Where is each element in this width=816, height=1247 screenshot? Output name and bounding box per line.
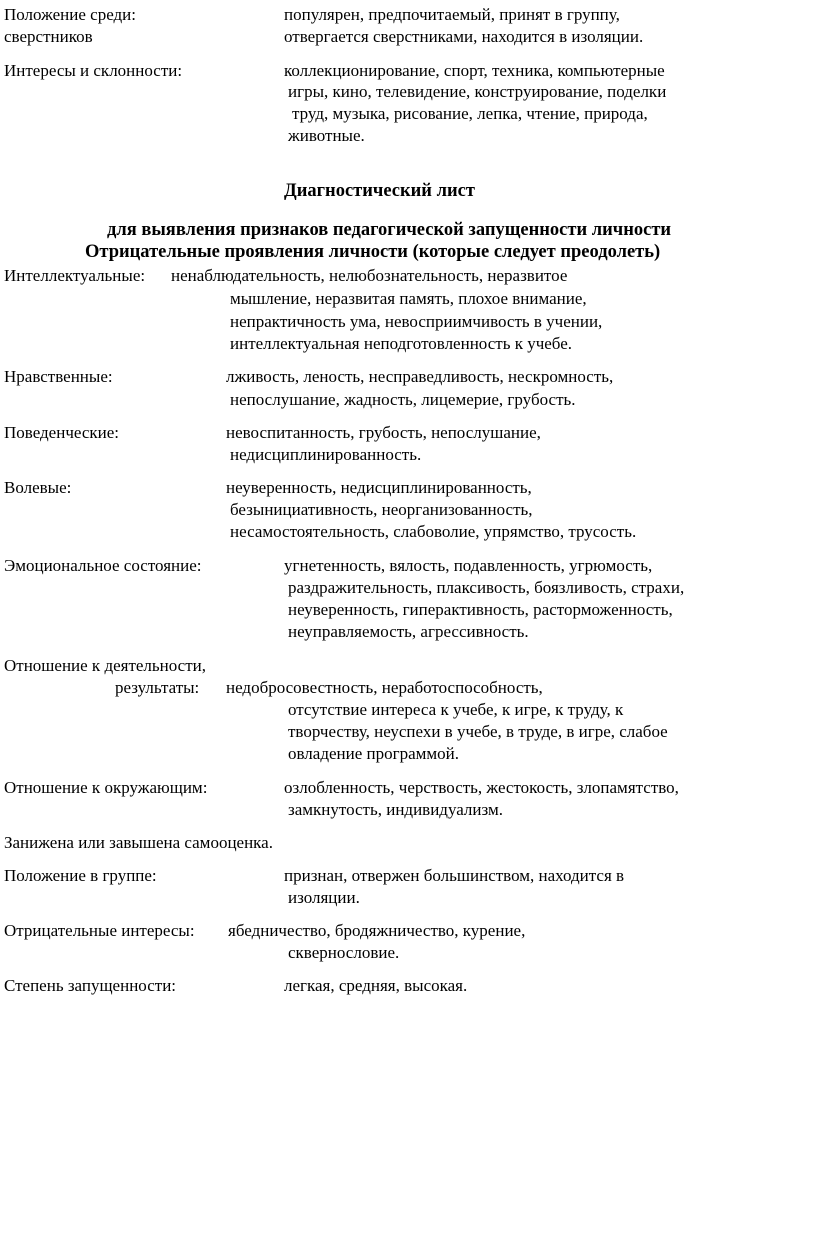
activity-line-4: овладение программой. [288, 744, 459, 763]
peers-value-line-2: отвергается сверстниками, находится в изоляции. [284, 27, 644, 46]
others-line-2: замкнутость, индивидуализм. [288, 800, 503, 819]
activity-label-line-1: Отношение к деятельности, [4, 656, 207, 675]
negative-interests-line-1: ябедничество, бродяжничество, курение, [228, 921, 526, 940]
emotional-line-3: неуверенность, гиперактивность, расторможенность, [288, 600, 673, 619]
others-line-1: озлобленность, черствость, жестокость, злопамятство, [284, 778, 679, 797]
behavioral-label: Поведенческие: [4, 423, 120, 442]
emotional-line-1: угнетенность, вялость, подавленность, угрюмость, [284, 556, 653, 575]
activity-line-1: недобросовестность, неработоспособность, [226, 678, 543, 697]
volitional-label: Волевые: [4, 478, 72, 497]
intellectual-line-1: ненаблюдательность, нелюбознательность, неразвитое [171, 266, 568, 285]
degree-line-1: легкая, средняя, высокая. [284, 976, 468, 995]
activity-line-3: творчеству, неуспехи в учебе, в труде, в игре, слабое [288, 722, 668, 741]
group-line-1: признан, отвержен большинством, находится в [284, 866, 625, 885]
volitional-line-1: неуверенность, недисциплинированность, [226, 478, 532, 497]
page-subtitle: для выявления признаков педагогической запущенности личности [107, 220, 672, 240]
interests-value-line-3: труд, музыка, рисование, лепка, чтение, природа, [292, 104, 648, 123]
others-label: Отношение к окружающим: [4, 778, 208, 797]
negative-interests-label: Отрицательные интересы: [4, 921, 195, 940]
interests-value-line-2: игры, кино, телевидение, конструирование, поделки [288, 82, 667, 101]
interests-label: Интересы и склонности: [4, 61, 183, 80]
intellectual-line-3: непрактичность ума, невосприимчивость в учении, [230, 312, 603, 331]
moral-label: Нравственные: [4, 367, 113, 386]
moral-line-2: непослушание, жадность, лицемерие, грубость. [230, 390, 576, 409]
negative-interests-line-2: сквернословие. [288, 943, 400, 962]
activity-line-2: отсутствие интереса к учебе, к игре, к труду, к [288, 700, 624, 719]
page-title: Диагностический лист [284, 181, 475, 201]
emotional-label: Эмоциональное состояние: [4, 556, 202, 575]
self-esteem-line: Занижена или завышена самооценка. [4, 833, 273, 852]
degree-label: Степень запущенности: [4, 976, 177, 995]
intellectual-label: Интеллектуальные: [4, 266, 146, 285]
peers-label-line-1: Положение среди: [4, 5, 137, 24]
peers-value-line-1: популярен, предпочитаемый, принят в группу, [284, 5, 620, 24]
volitional-line-2: безынициативность, неорганизованность, [230, 500, 533, 519]
emotional-line-4: неуправляемость, агрессивность. [288, 622, 529, 641]
activity-label-line-2: результаты: [115, 678, 200, 697]
intellectual-line-4: интеллектуальная неподготовленность к учебе. [230, 334, 573, 353]
group-label: Положение в группе: [4, 866, 157, 885]
volitional-line-3: несамостоятельность, слабоволие, упрямство, трусость. [230, 522, 637, 541]
behavioral-line-1: невоспитанность, грубость, непослушание, [226, 423, 541, 442]
group-line-2: изоляции. [288, 888, 360, 907]
section-heading: Отрицательные проявления личности (которые следует преодолеть) [85, 242, 661, 262]
interests-value-line-1: коллекционирование, спорт, техника, компьютерные [284, 61, 665, 80]
interests-value-line-4: животные. [288, 126, 365, 145]
moral-line-1: лживость, леность, несправедливость, нескромность, [226, 367, 614, 386]
emotional-line-2: раздражительность, плаксивость, боязливость, страхи, [288, 578, 685, 597]
behavioral-line-2: недисциплинированность. [230, 445, 422, 464]
peers-label-line-2: сверстников [4, 27, 93, 46]
intellectual-line-2: мышление, неразвитая память, плохое внимание, [230, 289, 587, 308]
